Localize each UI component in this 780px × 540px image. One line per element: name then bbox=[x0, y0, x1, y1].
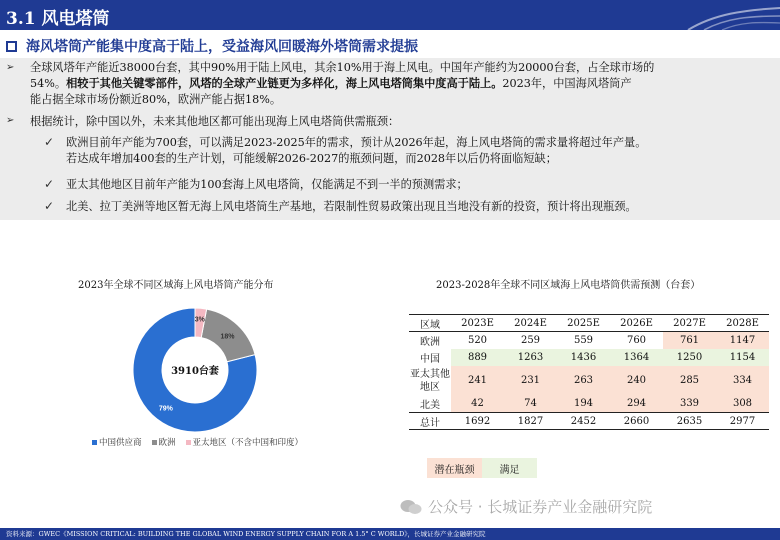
header-year: 2025E bbox=[557, 315, 610, 332]
table-cell: 1263 bbox=[504, 349, 557, 366]
subtitle-text: 海风塔筒产能集中度高于陆上，受益海风回暖海外塔筒需求提振 bbox=[26, 39, 418, 55]
table-cell: 259 bbox=[520, 334, 541, 346]
check-bullet-icon: ✓ bbox=[44, 199, 55, 213]
legend-label: 亚太地区（不含中国和印度） bbox=[192, 438, 304, 448]
bullet-1-line-1: 全球风塔年产能近38000台套，其中90%用于陆上风电，其余10%用于海上风电。中国年产能约为20000台套，占全球市场的 bbox=[30, 61, 655, 74]
header-year: 2027E bbox=[663, 315, 716, 332]
row-label: 亚太其他地区 bbox=[410, 368, 450, 393]
table-row bbox=[409, 332, 769, 349]
legend-label: 中国供应商 bbox=[99, 438, 142, 448]
table-cell: 231 bbox=[504, 366, 557, 396]
bullet-1-text-end: 2023年，中国海风塔筒产 bbox=[502, 77, 632, 90]
table-cell: 308 bbox=[716, 396, 769, 413]
key-bottleneck: 潜在瓶颈 bbox=[427, 458, 482, 478]
key-satisfied: 满足 bbox=[482, 458, 537, 478]
header-year: 2023E bbox=[451, 315, 504, 332]
table-key bbox=[427, 458, 537, 478]
table-cell: 1827 bbox=[504, 413, 557, 430]
table-cell: 2452 bbox=[557, 413, 610, 430]
table-cell: 1692 bbox=[451, 413, 504, 430]
legend-item-apac bbox=[186, 436, 304, 448]
table-cell: 1250 bbox=[663, 349, 716, 366]
decorative-swirl-icon bbox=[684, 0, 780, 30]
table-cell: 194 bbox=[557, 396, 610, 413]
sub-bullet-1-line-2: 若达成年增加400套的生产计划，可能缓解2026-2027的瓶颈问题，而2028年以后仍将面临短缺； bbox=[66, 152, 557, 165]
row-label: 欧洲 bbox=[420, 336, 440, 348]
table-cell: 294 bbox=[610, 396, 663, 413]
table-row bbox=[409, 413, 769, 430]
table-title: 2023-2028年全球不同区域海上风电塔筒供需预测（台套） bbox=[436, 280, 701, 291]
table-cell: 241 bbox=[451, 366, 504, 396]
bullet-1-text: 54%。 bbox=[30, 77, 67, 90]
header-year: 2026E bbox=[610, 315, 663, 332]
bullet-1-line-2 bbox=[30, 76, 632, 92]
table-cell: 74 bbox=[504, 396, 557, 413]
table-header-row bbox=[409, 315, 769, 332]
table-cell: 263 bbox=[557, 366, 610, 396]
row-label: 北美 bbox=[420, 400, 440, 412]
table-cell: 1154 bbox=[716, 349, 769, 366]
table-cell: 2635 bbox=[663, 413, 716, 430]
arrow-bullet-icon: ➢ bbox=[6, 62, 15, 73]
legend-label: 欧洲 bbox=[158, 438, 176, 448]
table-cell: 1147 bbox=[716, 332, 769, 349]
table-cell: 760 bbox=[626, 334, 647, 346]
footer-bar bbox=[0, 528, 780, 540]
table-cell: 559 bbox=[573, 334, 594, 346]
table-cell: 889 bbox=[451, 349, 504, 366]
table-cell: 42 bbox=[451, 396, 504, 413]
header-year: 2028E bbox=[716, 315, 769, 332]
table-cell: 1364 bbox=[610, 349, 663, 366]
legend-swatch bbox=[186, 440, 191, 445]
slice-label: 79% bbox=[158, 405, 173, 413]
arrow-bullet-icon: ➢ bbox=[6, 115, 15, 126]
table-cell: 1436 bbox=[557, 349, 610, 366]
table-cell: 2977 bbox=[716, 413, 769, 430]
watermark-text: 公众号 · 长城证券产业金融研究院 bbox=[428, 498, 653, 516]
slice-label: 3% bbox=[194, 316, 205, 324]
header-bar bbox=[0, 0, 780, 30]
slice-label: 18% bbox=[220, 333, 235, 341]
check-bullet-icon: ✓ bbox=[44, 135, 55, 149]
square-bullet-icon bbox=[6, 41, 17, 52]
sub-bullet-1-line-1: 欧洲目前年产能为700套，可以满足2023-2025年的需求，预计从2026年起，海上风电塔筒的需求量将超过年产量。 bbox=[66, 136, 647, 149]
table-cell: 520 bbox=[467, 334, 488, 346]
table-row bbox=[409, 349, 769, 366]
table-cell: 761 bbox=[663, 332, 716, 349]
section-subtitle bbox=[6, 36, 418, 56]
source-note: 资料来源：GWEC《MISSION CRITICAL: BUILDING THE GLOBAL WIND ENERGY SUPPLY CHAIN FOR A 1.5° C WORLD》，长城证券产业金融研究院 bbox=[6, 530, 486, 538]
legend-swatch bbox=[152, 440, 157, 445]
sub-bullet-3-text: 北美、拉丁美洲等地区暂无海上风电塔筒生产基地，若限制性贸易政策出现且当地没有新的投资，预计将出现瓶颈。 bbox=[66, 200, 637, 213]
header-region: 区域 bbox=[409, 315, 451, 332]
sub-bullet-2-text: 亚太其他地区目前年产能为100套海上风电塔筒，仅能满足不到一半的预测需求； bbox=[66, 178, 468, 191]
table-cell: 2660 bbox=[610, 413, 663, 430]
table-row bbox=[409, 366, 769, 396]
legend-item-europe bbox=[152, 436, 176, 448]
table-cell: 240 bbox=[610, 366, 663, 396]
table-cell: 339 bbox=[663, 396, 716, 413]
table-cell: 334 bbox=[716, 366, 769, 396]
row-label: 中国 bbox=[420, 353, 440, 365]
watermark bbox=[400, 496, 652, 517]
wechat-icon bbox=[400, 499, 422, 515]
table-cell: 285 bbox=[663, 366, 716, 396]
donut-center-label: 3910台套 bbox=[171, 366, 219, 377]
pie-chart-title: 2023年全球不同区域海上风电塔筒产能分布 bbox=[78, 280, 274, 291]
bullet-2-text: 根据统计，除中国以外，未来其他地区都可能出现海上风电塔筒供需瓶颈： bbox=[30, 115, 400, 128]
legend-item-china bbox=[92, 436, 142, 448]
page-title: 3.1 风电塔筒 bbox=[6, 9, 110, 29]
header-year: 2024E bbox=[504, 315, 557, 332]
check-bullet-icon: ✓ bbox=[44, 177, 55, 191]
pie-legend bbox=[92, 436, 303, 448]
legend-swatch bbox=[92, 440, 97, 445]
bullet-1-line-3: 能占据全球市场份额近80%，欧洲产能占据18%。 bbox=[30, 93, 282, 106]
row-label: 总计 bbox=[409, 413, 451, 430]
bullet-panel bbox=[0, 58, 780, 220]
forecast-table bbox=[409, 314, 769, 430]
bullet-1-bold-text: 相较于其他关键零部件，风塔的全球产业链更为多样化，海上风电塔筒集中度高于陆上。 bbox=[66, 76, 503, 90]
table-row bbox=[409, 396, 769, 413]
